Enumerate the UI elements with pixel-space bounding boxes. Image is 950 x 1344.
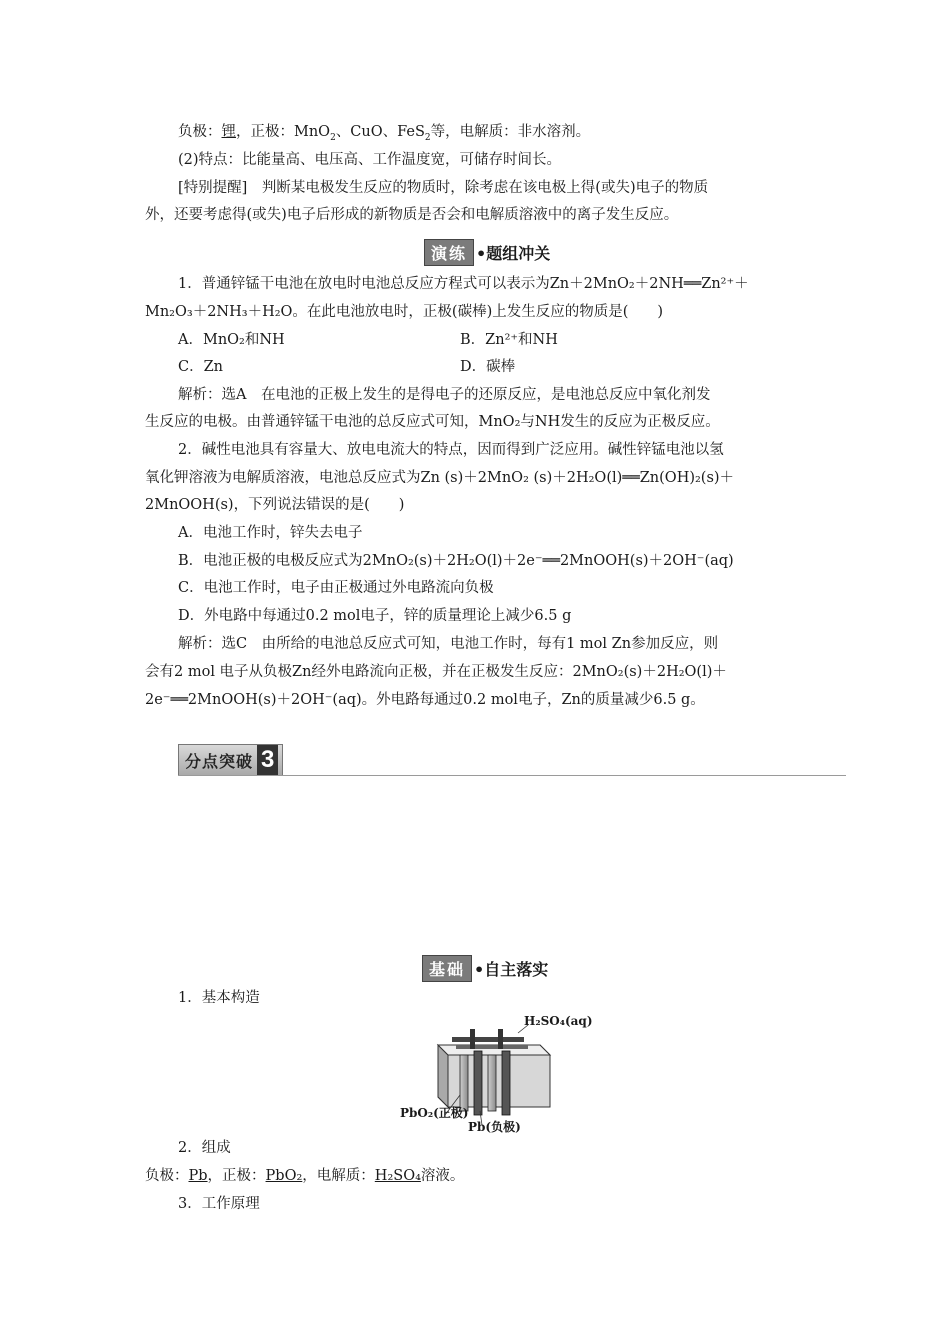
section-header bbox=[178, 744, 283, 776]
intro-line-electrodes: 负极：锂，正极：MnO$_2$、CuO、FeS$_2$等，电解质：非水溶剂。 bbox=[178, 124, 591, 143]
q2-answer-2: 会有2 mol 电子从负极Zn经外电路流向正极，并在正极发生反应：2MnO₂(s)＋2H₂O(l)＋ bbox=[145, 664, 727, 680]
q2-answer-3: 2e⁻══2MnOOH(s)＋2OH⁻(aq)。外电路每通过0.2 mol电子，Zn的质量减少6.5 g。 bbox=[145, 692, 705, 708]
q1-stem-1: 1．普通锌锰干电池在放电时电池总反应方程式可以表示为Zn＋2MnO₂＋2NH══Zn²⁺＋ bbox=[178, 276, 749, 292]
section-badge bbox=[178, 744, 283, 776]
section-number: 3 bbox=[257, 745, 278, 775]
q2-option-d: D．外电路中每通过0.2 mol电子，锌的质量理论上减少6.5 g bbox=[178, 608, 572, 624]
practice-tag: 演练 bbox=[424, 239, 474, 266]
practice-subtitle: •题组冲关 bbox=[476, 244, 551, 263]
composition-line: 负极：Pb，正极：PbO₂，电解质：H₂SO₄溶液。 bbox=[145, 1168, 465, 1184]
q1-option-b: B．Zn²⁺和NH bbox=[460, 332, 558, 348]
intro-line-features: (2)特点：比能量高、电压高、工作温度宽，可储存时间长。 bbox=[178, 152, 562, 168]
q2-stem-2: 氧化钾溶液为电解质溶液，电池总反应式为Zn (s)＋2MnO₂ (s)＋2H₂O(l)══Zn(OH)₂(s)＋ bbox=[145, 470, 735, 486]
q1-option-c: C．Zn bbox=[178, 359, 224, 375]
q1-answer-2: 生反应的电极。由普通锌锰干电池的总反应式可知，MnO₂与NH发生的反应为正极反应。 bbox=[145, 414, 720, 430]
practice-banner bbox=[424, 239, 550, 266]
basics-tag: 基础 bbox=[422, 955, 472, 982]
label-cathode: PbO₂(正极) bbox=[400, 1106, 469, 1120]
q1-option-d: D．碳棒 bbox=[460, 359, 516, 375]
reminder-line-1: [特别提醒] 判断某电极发生反应的物质时，除考虑在该电极上得(或失)电子的物质 bbox=[178, 180, 709, 196]
q1-stem-2: Mn₂O₃＋2NH₃＋H₂O。在此电池放电时，正极(碳棒)上发生反应的物质是( ) bbox=[145, 304, 664, 320]
q1-option-a: A．MnO₂和NH bbox=[178, 332, 285, 348]
q2-option-b: B．电池正极的电极反应式为2MnO₂(s)＋2H₂O(l)＋2e⁻══2MnOOH(s)＋2OH⁻(aq) bbox=[178, 553, 734, 569]
section-divider bbox=[178, 775, 846, 776]
lead-acid-battery-diagram bbox=[390, 1014, 593, 1137]
basics-subtitle: •自主落实 bbox=[474, 960, 549, 979]
q2-answer-1: 解析：选C 由所给的电池总反应式可知，电池工作时，每有1 mol Zn参加反应，则 bbox=[178, 636, 719, 652]
working-principle-heading: 3．工作原理 bbox=[178, 1196, 260, 1212]
q2-option-a: A．电池工作时，锌失去电子 bbox=[178, 525, 363, 541]
q2-stem-1: 2．碱性电池具有容量大、放电电流大的特点，因而得到广泛应用。碱性锌锰电池以氢 bbox=[178, 442, 724, 458]
reminder-line-2: 外，还要考虑得(或失)电子后形成的新物质是否会和电解质溶液中的离子发生反应。 bbox=[145, 207, 679, 223]
q1-answer-1: 解析：选A 在电池的正极上发生的是得电子的还原反应，是电池总反应中氧化剂发 bbox=[178, 387, 711, 403]
basic-structure-heading: 1．基本构造 bbox=[178, 990, 260, 1006]
label-anode: Pb(负极) bbox=[468, 1120, 521, 1134]
basics-banner bbox=[422, 955, 548, 982]
q2-stem-3: 2MnOOH(s)，下列说法错误的是( ) bbox=[145, 497, 405, 513]
section-label: 分点突破 bbox=[185, 751, 254, 771]
label-acid: H₂SO₄(aq) bbox=[524, 1014, 593, 1028]
q2-option-c: C．电池工作时，电子由正极通过外电路流向负极 bbox=[178, 580, 494, 596]
composition-heading: 2．组成 bbox=[178, 1140, 231, 1156]
